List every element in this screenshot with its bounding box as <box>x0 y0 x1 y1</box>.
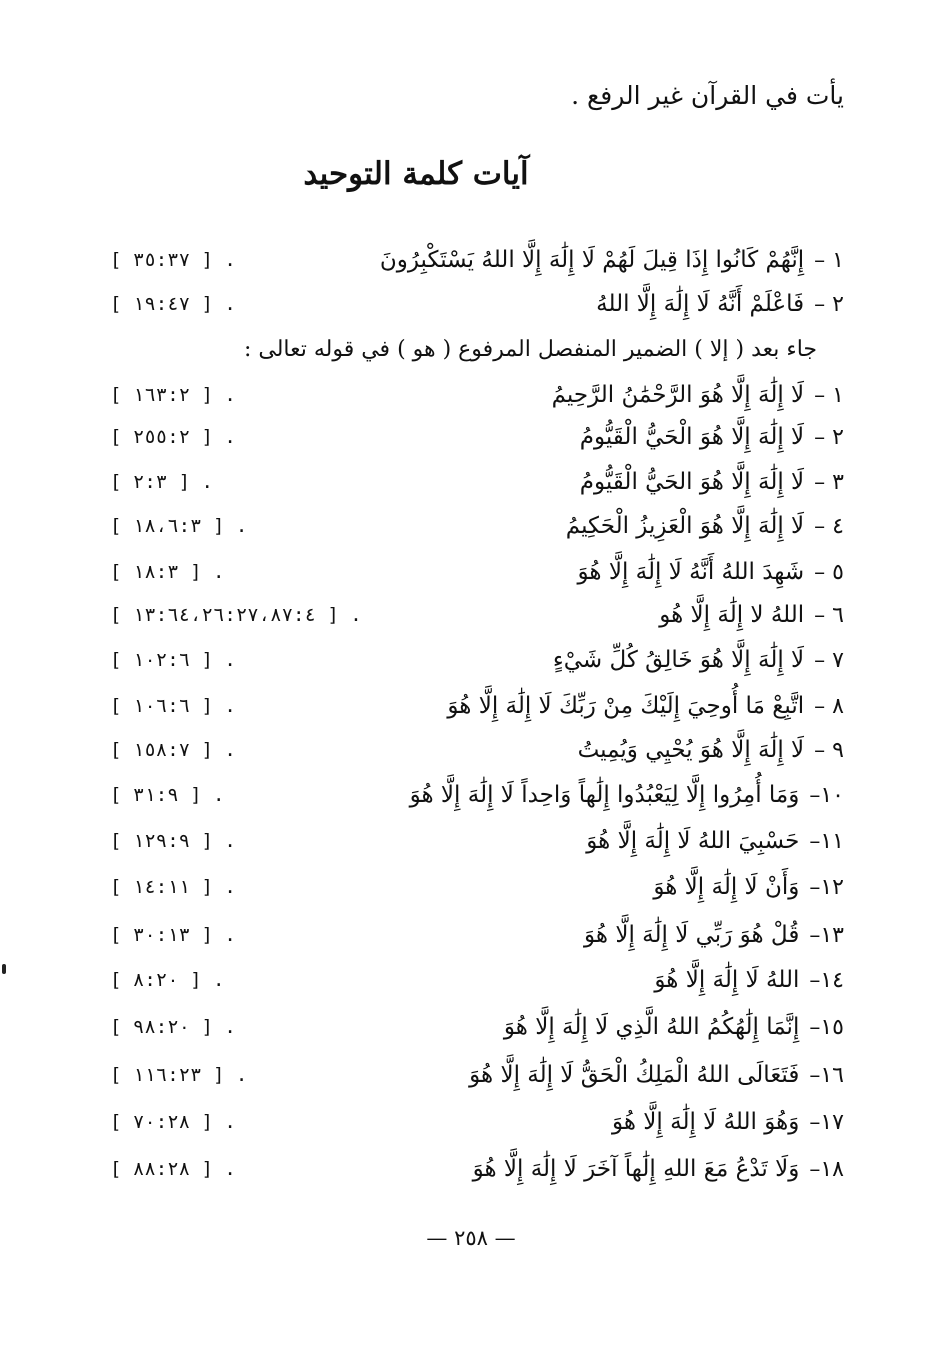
verse-text-line <box>612 1109 844 1135</box>
verse-text-line <box>580 469 844 495</box>
verse-text-line <box>584 922 844 948</box>
verse-number: ٣ – <box>814 469 844 495</box>
verse-text: اللهُ لَا إِلَٰهَ إِلَّا هُوَ <box>654 967 800 993</box>
verse-row <box>110 503 844 549</box>
verse-text: إِنَّمَا إِلَٰهُكُمُ اللهُ الَّذِي لَا إِلَٰهَ إِلَّا هُوَ <box>503 1014 800 1040</box>
verse-row <box>110 414 844 460</box>
verse-row <box>110 772 844 818</box>
verse-row <box>110 281 844 327</box>
continuation-line: يأت في القرآن غير الرفع . <box>571 81 844 110</box>
verse-reference: . [ ١٨،٦:٣ ] <box>110 515 248 537</box>
verse-number: ١٣– <box>809 922 844 948</box>
verse-reference: . [ ١٣:٦٤،٢٦:٢٧،٨٧:٤ ] <box>110 604 362 626</box>
verse-text-line <box>504 1014 844 1040</box>
verse-number: ١٧– <box>809 1109 844 1135</box>
verse-text: لَا إِلَٰهَ إِلَّا هُوَ الْحَيُّ الْقَيُّومُ <box>579 424 805 450</box>
verse-number: ٢ – <box>814 424 844 450</box>
verse-row <box>110 818 844 864</box>
verse-number: ١١– <box>809 828 844 854</box>
verse-row <box>110 727 844 773</box>
verse-text: فَتَعَالَى اللهُ الْمَلِكُ الْحَقُّ لَا إِلَٰهَ إِلَّا هُوَ <box>469 1062 800 1088</box>
verse-reference: . [ ١٥٨:٧ ] <box>110 739 236 761</box>
verse-reference: . [ ٣٥:٣٧ ] <box>110 249 236 271</box>
verse-text-line <box>552 382 844 408</box>
verse-row <box>110 864 844 910</box>
verse-reference: . [ ١٠٢:٦ ] <box>110 649 236 671</box>
verse-row <box>110 1146 844 1192</box>
verse-text-line <box>380 247 844 273</box>
scan-edge-mark <box>2 964 6 974</box>
verse-number: ١٠– <box>809 782 844 808</box>
verse-text: وَلَا تَدْعُ مَعَ اللهِ إِلَٰهاً آخَرَ لَا إِلَٰهَ إِلَّا هُوَ <box>472 1156 800 1182</box>
verse-row <box>110 912 844 958</box>
verse-reference: . [ ٨٨:٢٨ ] <box>110 1158 236 1180</box>
verse-text: وَأَنْ لَا إِلَٰهَ إِلَّا هُوَ <box>653 874 800 900</box>
verse-row <box>110 372 844 418</box>
verse-reference: . [ ١٨:٣ ] <box>110 561 225 583</box>
verse-text: فَاعْلَمْ أَنَّهُ لَا إِلَٰهَ إِلَّا اللهُ <box>596 291 805 317</box>
verse-text-line <box>586 828 844 854</box>
verse-number: ٥ – <box>814 559 844 585</box>
verse-number: ٩ – <box>814 737 844 763</box>
verse-text: لَا إِلَٰهَ إِلَّا هُوَ الْعَزِيزُ الْحَكِيمُ <box>565 513 805 539</box>
verse-text-line <box>578 559 844 585</box>
verse-text: اللهُ لا إِلَٰهَ إِلَّا هُو <box>659 602 805 628</box>
verse-number: ١٨– <box>809 1156 844 1182</box>
verse-row <box>110 237 844 283</box>
section-title: آيات كلمة التوحيد <box>303 156 529 192</box>
verse-row <box>110 1004 844 1050</box>
verse-row <box>110 549 844 595</box>
verse-text: اتَّبِعْ مَا أُوحِيَ إِلَيْكَ مِنْ رَبِّكَ لَا إِلَٰهَ إِلَّا هُوَ <box>447 693 805 719</box>
verse-text-line <box>473 1156 844 1182</box>
verse-row <box>110 683 844 729</box>
page-number: — ٢٥٨ — <box>426 1226 516 1250</box>
verse-text: لَا إِلَٰهَ إِلَّا هُوَ الحَيُّ الْقَيُّومُ <box>579 469 805 495</box>
verse-number: ١ – <box>814 247 844 273</box>
verse-text-line <box>410 782 844 808</box>
verse-row <box>110 957 844 1003</box>
verse-reference: . [ ١٩:٤٧ ] <box>110 293 236 315</box>
explanatory-note: جاء بعد ( إلا ) الضمير المنفصل المرفوع ( هو ) في قوله تعالى : <box>243 337 817 362</box>
verse-reference: . [ ٨:٢٠ ] <box>110 969 225 991</box>
verse-number: ٧ – <box>814 647 844 673</box>
verse-text: قُلْ هُوَ رَبِّي لَا إِلَٰهَ إِلَّا هُوَ <box>584 922 800 948</box>
verse-text-line <box>553 647 844 673</box>
verse-text: حَسْبِيَ اللهُ لَا إِلَٰهَ إِلَّا هُوَ <box>586 828 800 854</box>
verse-reference: . [ ١١٦:٢٣ ] <box>110 1064 248 1086</box>
verse-number: ٨ – <box>814 693 844 719</box>
verse-text-line <box>659 602 844 628</box>
verse-reference: . [ ١٦٣:٢ ] <box>110 384 236 406</box>
verse-text-line <box>447 693 844 719</box>
verse-reference: . [ ٢:٣ ] <box>110 471 213 493</box>
verse-number: ٤ – <box>814 513 844 539</box>
verse-number: ١٥– <box>809 1014 844 1040</box>
verse-number: ٢ – <box>814 291 844 317</box>
verse-text-line <box>469 1062 844 1088</box>
verse-number: ١٦– <box>809 1062 844 1088</box>
verse-number: ١٢– <box>809 874 844 900</box>
verse-reference: . [ ٣١:٩ ] <box>110 784 225 806</box>
verse-text: وَمَا أُمِرُوا إِلَّا لِيَعْبُدُوا إِلَٰهاً وَاحِداً لَا إِلَٰهَ إِلَّا هُوَ <box>409 782 800 808</box>
verse-row <box>110 1052 844 1098</box>
verse-text: لَا إِلَٰهَ إِلَّا هُوَ يُحْيِي وَيُمِيتُ <box>577 737 805 763</box>
verse-text-line <box>654 967 844 993</box>
verse-text-line <box>580 424 844 450</box>
verse-text: لَا إِلَٰهَ إِلَّا هُوَ خَالِقُ كُلِّ شَيْءٍ <box>552 647 805 673</box>
verse-reference: . [ ١٤:١١ ] <box>110 876 236 898</box>
verse-text-line <box>566 513 844 539</box>
verse-row <box>110 459 844 505</box>
verse-text-line <box>653 874 844 900</box>
verse-text: شَهِدَ اللهُ أَنَّهُ لَا إِلَٰهَ إِلَّا هُوَ <box>577 559 805 585</box>
verse-text: لَا إِلَٰهَ إِلَّا هُوَ الرَّحْمَٰنُ الرَّحِيمُ <box>551 382 805 408</box>
verse-text: إِنَّهُمْ كَانُوا إِذَا قِيلَ لَهُمْ لَا إِلَٰهَ إِلَّا اللهُ يَسْتَكْبِرُونَ <box>379 247 805 273</box>
verse-reference: . [ ١٢٩:٩ ] <box>110 830 236 852</box>
verse-text: وَهُوَ اللهُ لَا إِلَٰهَ إِلَّا هُوَ <box>611 1109 800 1135</box>
verse-row <box>110 592 844 638</box>
verse-reference: . [ ٢٥٥:٢ ] <box>110 426 236 448</box>
verse-reference: . [ ١٠٦:٦ ] <box>110 695 236 717</box>
verse-text-line <box>596 291 844 317</box>
verse-number: ١ – <box>814 382 844 408</box>
verse-reference: . [ ٧٠:٢٨ ] <box>110 1111 236 1133</box>
verse-row <box>110 1099 844 1145</box>
verse-row <box>110 637 844 683</box>
verse-reference: . [ ٩٨:٢٠ ] <box>110 1016 236 1038</box>
verse-number: ١٤– <box>809 967 844 993</box>
verse-reference: . [ ٣٠:١٣ ] <box>110 924 236 946</box>
verse-text-line <box>578 737 844 763</box>
verse-number: ٦ – <box>814 602 844 628</box>
